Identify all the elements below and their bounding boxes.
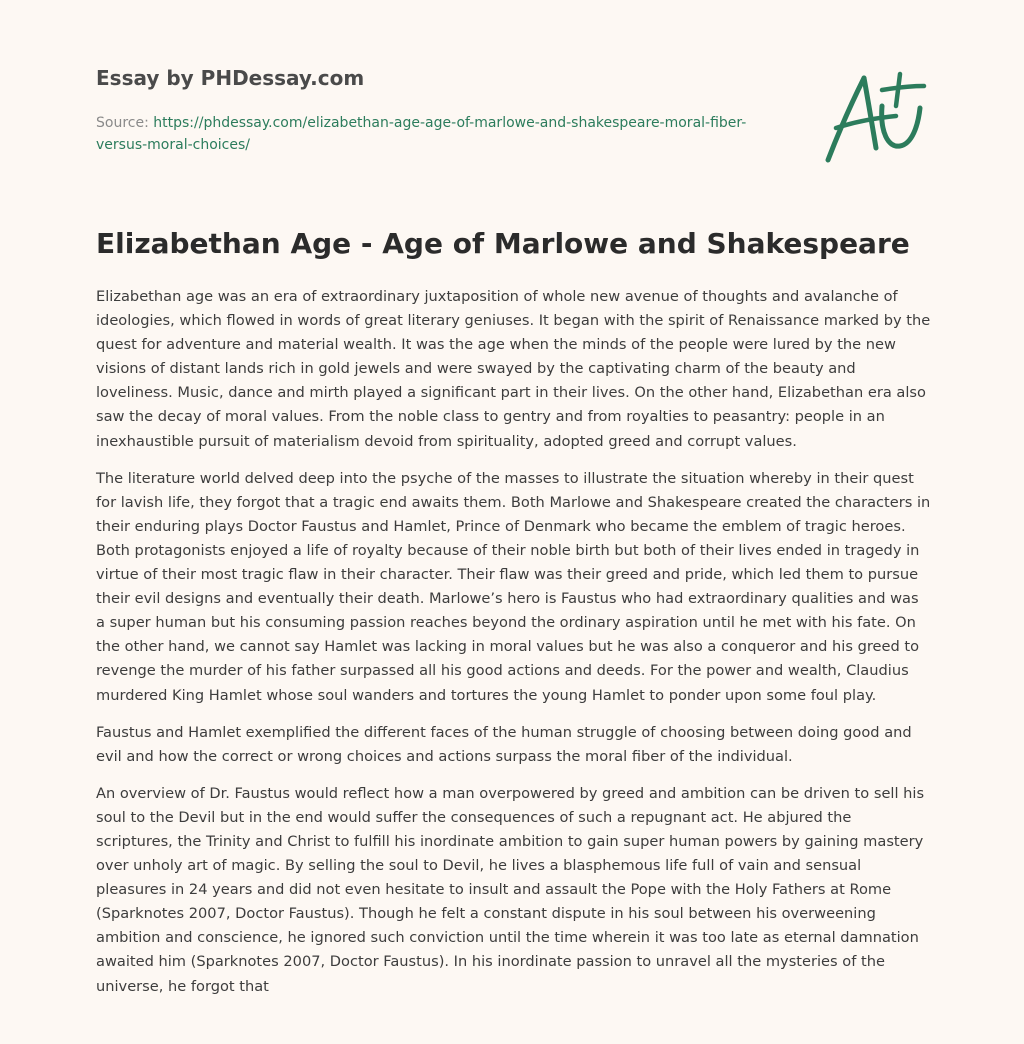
paragraph-4: An overview of Dr. Faustus would reflect how a man overpowered by greed and ambition can be driven to sell his soul to the Devil but in the end would suffer the consequences of such a repugnant act. He abjured the scriptures, the Trinity and Christ to fulfill his inordinate ambition to gain super human powers by gaining mastery over unholy art of magic. By selling the soul to Devil, he lives a blasphemous life full of vain and sensual pleasures in 24 years and did not even hesitate to insult and assault the Pope with the Holy Fathers at Rome (Sparknotes 2007, Doctor Faustus). Though he felt a constant dispute in his soul between his overweening ambition and conscience, he ignored such conviction until the time wherein it was too late as eternal damnation awaited him (Sparknotes 2007, Doctor Faustus). In his inordinate passion to unravel all the mysteries of the universe, he forgot that [96,784,925,995]
paragraph-2: The literature world delved deep into the psyche of the masses to illustrate the situation whereby in their quest for lavish life, they forgot that a tragic end awaits them. Both Marlowe and Shakespeare created the characters in their enduring plays Doctor Faustus and Hamlet, Prince of Denmark who became the emblem of tragic heroes. Both protagonists enjoyed a life of royalty because of their noble birth but both of their lives ended in tragedy in virtue of their most tragic flaw in their character. Their flaw was their greed and pride, which led them to pursue their evil designs and eventually their death. Marlowe’s hero is Faustus who had extraordinary qualities and was a super human but his consuming passion reaches beyond the ordinary aspiration until he met with his fate. On the other hand, we cannot say Hamlet was lacking in moral values but he was also a conqueror and his greed to revenge the murder of his father surpassed all his good actions and deeds. For the power and wealth, Claudius murdered King Hamlet whose soul wanders and tortures the young Hamlet to ponder upon some foul play. [96,469,931,704]
article-title: Elizabethan Age - Age of Marlowe and Shakespeare [96,227,910,260]
a-plus-logo-icon [820,66,930,166]
page-header [96,64,786,156]
paragraph-3: Faustus and Hamlet exemplified the different faces of the human struggle of choosing between doing good and evil and how the correct or wrong choices and actions surpass the moral fiber of the individual. [96,723,912,765]
site-brand: Essay by PHDessay.com [96,66,365,90]
source-label: Source: [96,115,149,131]
paragraph-1: Elizabethan age was an era of extraordinary juxtaposition of whole new avenue of thoughts and avalanche of ideologies, which flowed in words of great literary geniuses. It began with the spirit of Renaissance marked by the quest for adventure and material wealth. It was the age when the minds of the people were lured by the new visions of distant lands rich in gold jewels and were swayed by the captivating charm of the beauty and loveliness. Music, dance and mirth played a significant part in their lives. On the other hand, Elizabethan era also saw the decay of moral values. From the noble class to gentry and from royalties to peasantry: people in an inexhaustible pursuit of materialism devoid from spirituality, adopted greed and corrupt values. [96,288,931,450]
source-line [96,112,786,156]
article-body [96,285,932,1012]
source-link[interactable]: https://phdessay.com/elizabethan-age-age-of-marlowe-and-shakespeare-moral-fiber-versus-moral-choices/ [96,115,747,153]
